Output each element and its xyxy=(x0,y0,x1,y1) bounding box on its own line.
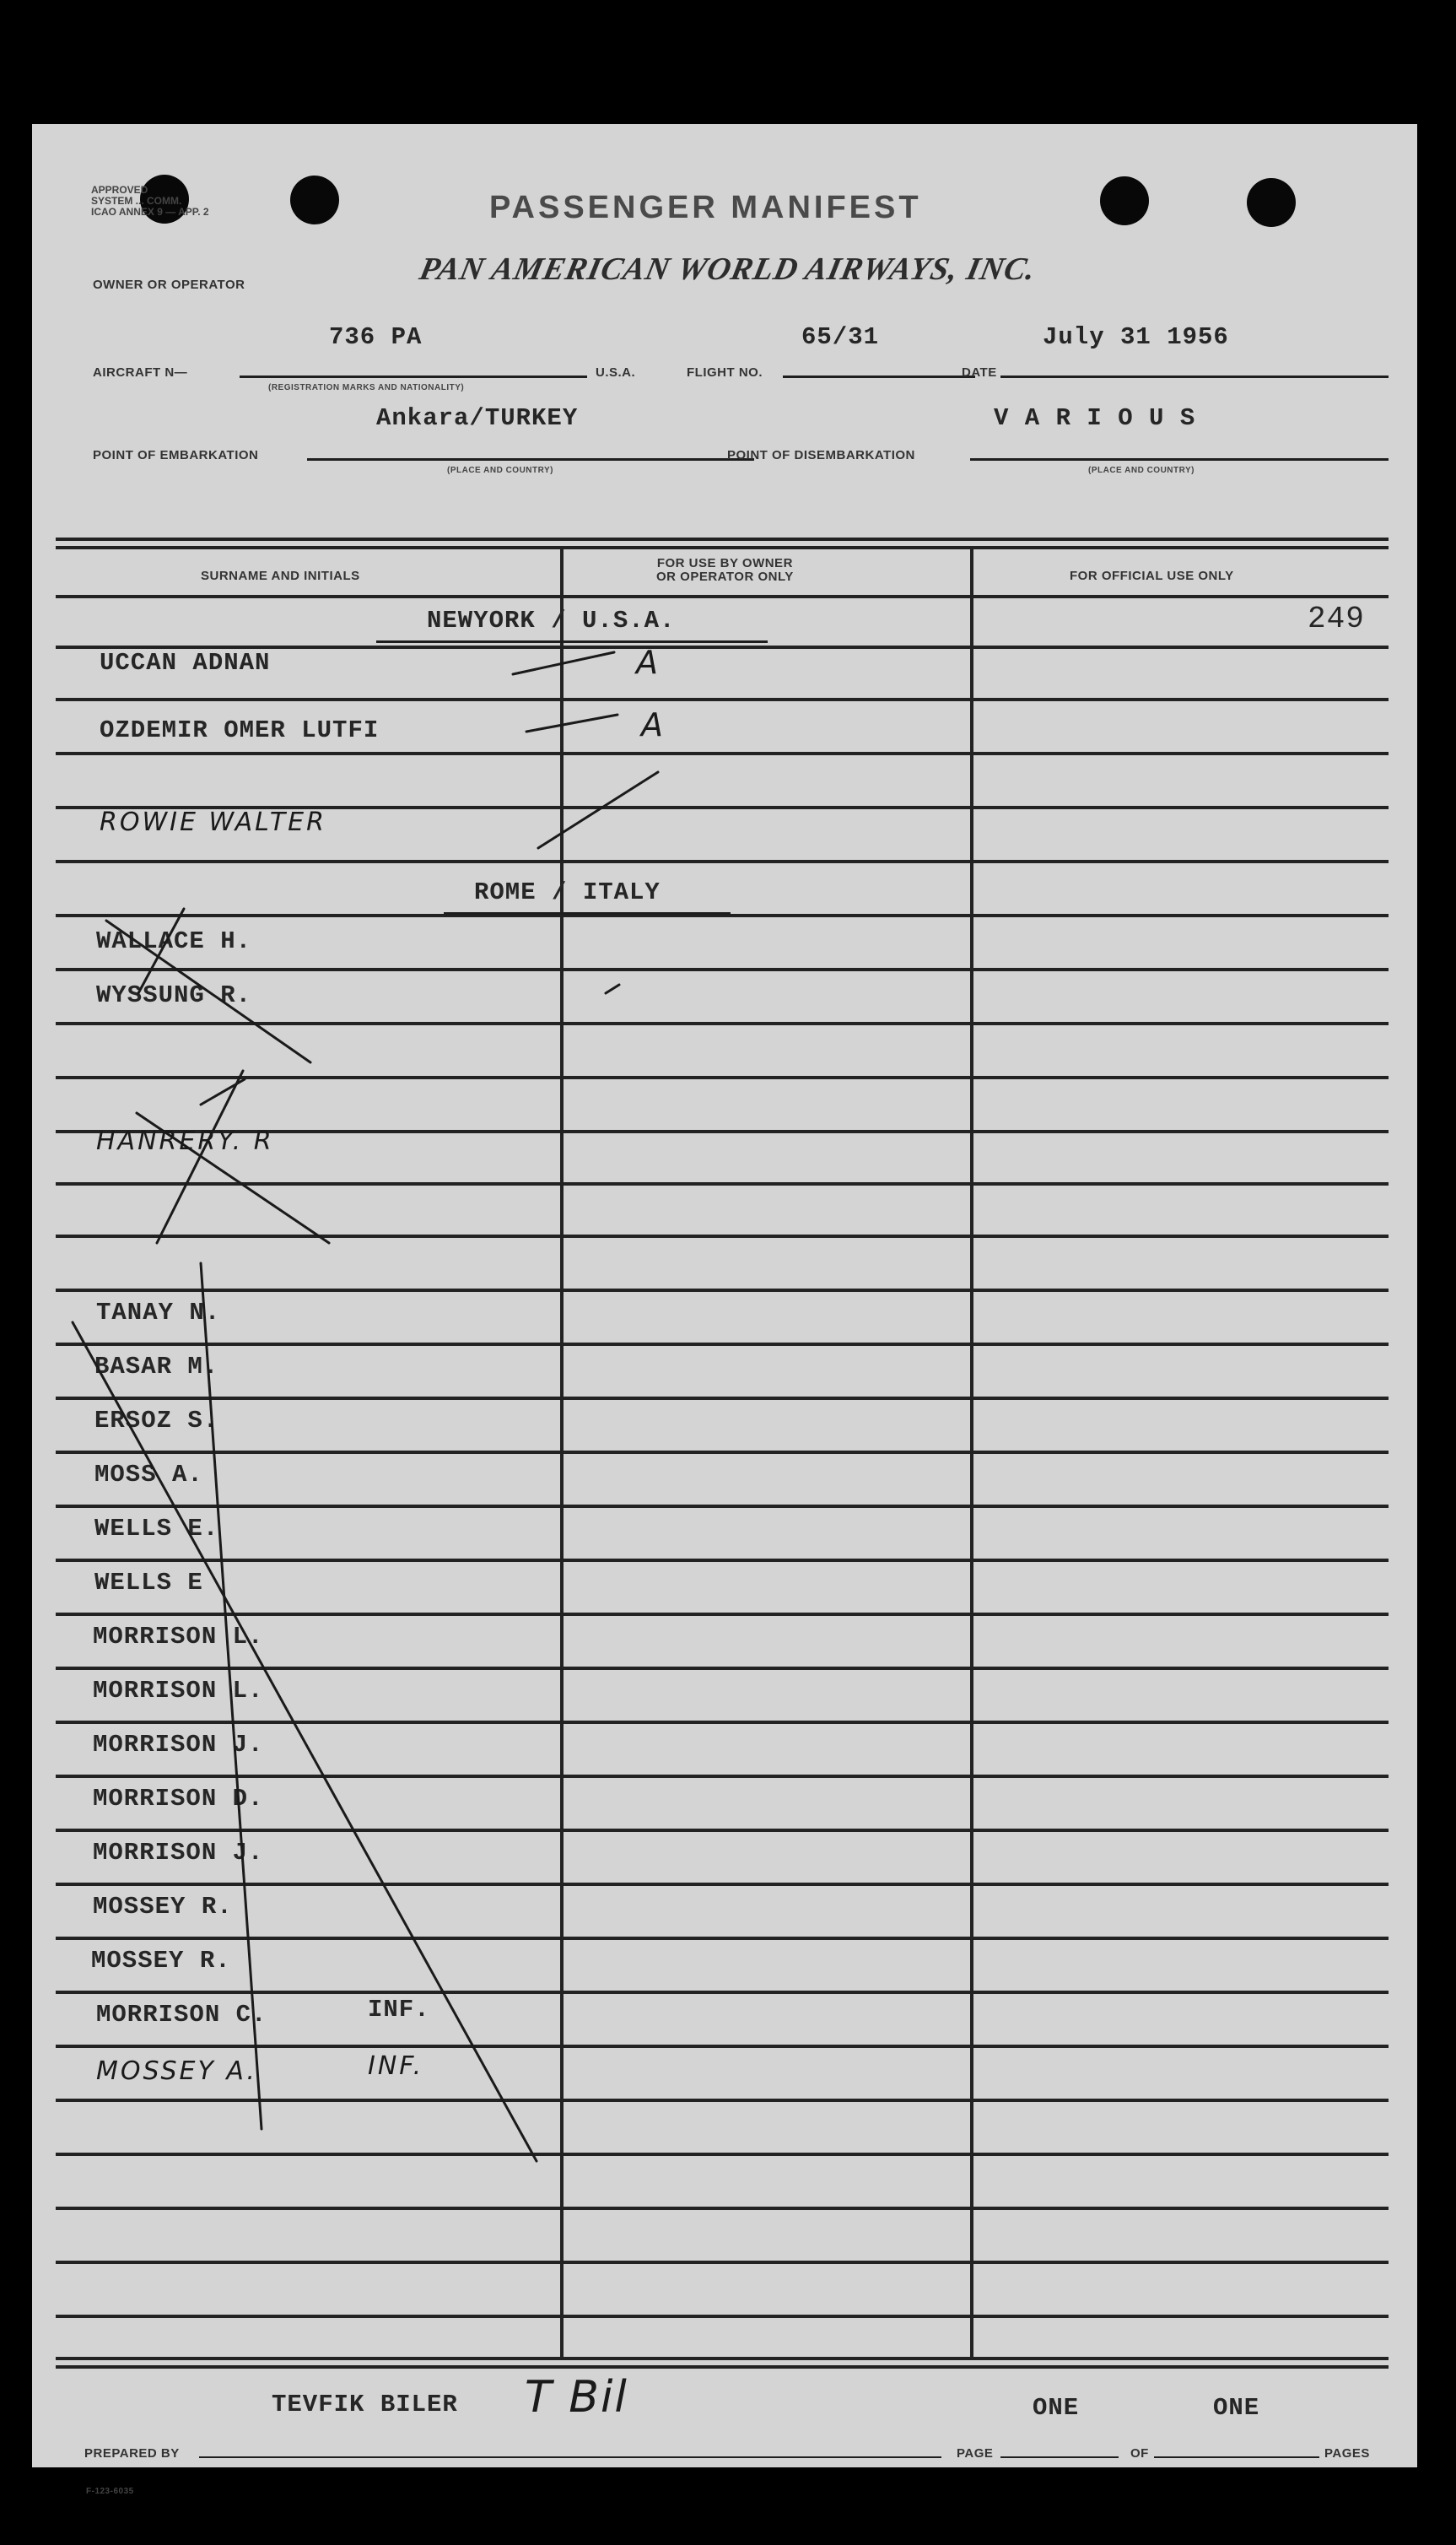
airline-name: PAN AMERICAN WORLD AIRWAYS, INC. xyxy=(416,251,1040,287)
page-label: PAGE xyxy=(957,2446,994,2461)
preparer-signature: T Bil xyxy=(525,2372,628,2423)
passenger-name: WYSSUNG R. xyxy=(96,981,252,1009)
passenger-name: ERSOZ S. xyxy=(94,1407,219,1435)
passenger-code: INF. xyxy=(368,2051,424,2081)
strike-line xyxy=(201,1263,262,2129)
passenger-code: INF. xyxy=(368,1996,430,2024)
date-label: DATE xyxy=(962,365,997,380)
flight-label: FLIGHT NO. xyxy=(687,365,763,380)
passenger-name: MOSSEY A. xyxy=(96,2056,257,2086)
passenger-name: WELLS E. xyxy=(94,1515,219,1543)
check-mark xyxy=(513,652,614,674)
passenger-name: MORRISON D. xyxy=(93,1785,264,1813)
embark-caption: (PLACE AND COUNTRY) xyxy=(447,466,553,475)
passenger-name: MOSS A. xyxy=(94,1461,203,1489)
disembark-caption: (PLACE AND COUNTRY) xyxy=(1088,466,1194,475)
passenger-code: A xyxy=(641,706,666,743)
embark-value: Ankara/TURKEY xyxy=(376,404,579,432)
date-value: July 31 1956 xyxy=(1043,323,1229,351)
handwritten-marks xyxy=(32,124,1417,2467)
page-number: ONE xyxy=(1033,2394,1080,2422)
form-code: F-123-6035 xyxy=(86,2487,134,2496)
of-label: OF xyxy=(1130,2446,1149,2461)
passenger-name: WELLS E xyxy=(94,1569,203,1597)
passenger-name: MORRISON C. xyxy=(96,2001,267,2029)
usa-label: U.S.A. xyxy=(596,365,636,380)
passenger-name: OZDEMIR OMER LUTFI xyxy=(100,716,380,744)
section-destination: NEWYORK / U.S.A. xyxy=(427,607,676,635)
check-mark xyxy=(526,715,617,732)
disembark-label: POINT OF DISEMBARKATION xyxy=(727,448,915,462)
passenger-name: MORRISON J. xyxy=(93,1731,264,1759)
section-destination: ROME / ITALY xyxy=(474,878,661,906)
approval-stamp: APPROVED SYSTEM ... COMM. ICAO ANNEX 9 — APP. 2 xyxy=(91,184,209,218)
strike-line xyxy=(138,909,184,993)
page-total: ONE xyxy=(1213,2394,1260,2422)
passenger-name: MOSSEY R. xyxy=(93,1893,233,1921)
stray-mark xyxy=(606,985,619,993)
passenger-name: WALLACE H. xyxy=(96,927,252,955)
pages-label: PAGES xyxy=(1324,2446,1370,2461)
column-header-official-use: FOR OFFICIAL USE ONLY xyxy=(1070,569,1234,583)
column-header-owner-use: FOR USE BY OWNER OR OPERATOR ONLY xyxy=(656,556,794,584)
prepared-by-label: PREPARED BY xyxy=(84,2446,180,2461)
column-header-surname: SURNAME AND INITIALS xyxy=(201,569,360,583)
strike-line xyxy=(106,921,310,1062)
passenger-name: MORRISON L. xyxy=(93,1677,264,1705)
strike-line xyxy=(73,1322,537,2161)
passenger-name: TANAY N. xyxy=(96,1299,221,1327)
owner-label: OWNER OR OPERATOR xyxy=(93,278,245,292)
passenger-name: HANRERY. R xyxy=(96,1127,274,1156)
passenger-name: UCCAN ADNAN xyxy=(100,649,271,677)
passenger-name: MOSSEY R. xyxy=(91,1947,231,1975)
check-mark xyxy=(538,772,658,848)
flight-value: 65/31 xyxy=(801,323,880,351)
strike-line xyxy=(201,1079,245,1105)
aircraft-label: AIRCRAFT N— xyxy=(93,365,188,380)
embark-label: POINT OF EMBARKATION xyxy=(93,448,259,462)
disembark-value: V A R I O U S xyxy=(994,404,1196,432)
page-title: PASSENGER MANIFEST xyxy=(489,190,922,225)
passenger-name: BASAR M. xyxy=(94,1353,219,1381)
passenger-name: ROWIE WALTER xyxy=(100,808,326,837)
passenger-code: A xyxy=(636,644,661,681)
passenger-name: MORRISON J. xyxy=(93,1839,264,1867)
registration-caption: (REGISTRATION MARKS AND NATIONALITY) xyxy=(268,383,465,392)
official-count: 249 xyxy=(1308,602,1365,636)
preparer-name: TEVFIK BILER xyxy=(272,2391,458,2418)
aircraft-value: 736 PA xyxy=(329,323,423,351)
passenger-name: MORRISON L. xyxy=(93,1623,264,1651)
manifest-paper xyxy=(32,124,1417,2496)
